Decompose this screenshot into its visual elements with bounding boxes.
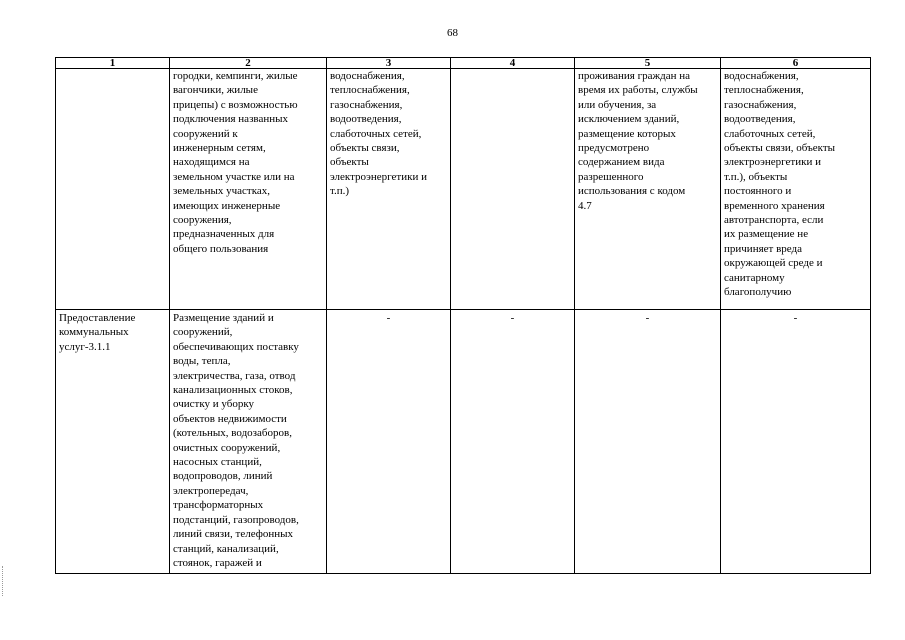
scan-artifact	[2, 566, 6, 596]
column-header: 5	[575, 58, 721, 69]
table-row	[56, 69, 871, 310]
table-cell	[451, 69, 575, 310]
table-cell: проживания граждан на время их работы, службы или обучения, за исключением зданий, размещение которых предусмотрено содержанием вида разрешенного использования с кодом 4.7	[575, 69, 721, 310]
column-header: 4	[451, 58, 575, 69]
table-cell: Предоставление коммунальных услуг-3.1.1	[56, 310, 170, 574]
table-cell: -	[575, 310, 721, 574]
table-cell: -	[327, 310, 451, 574]
column-header: 3	[327, 58, 451, 69]
table-header-row	[56, 58, 871, 69]
table-cell: -	[721, 310, 871, 574]
table-cell: городки, кемпинги, жилые вагончики, жилые прицепы) с возможностью подключения названных сооружений к инженерным сетям, находящимся на земельном участке или на земельных участках, имеющих инженерные сооружения, предназначенных для общего пользования	[170, 69, 327, 310]
table-row	[56, 310, 871, 574]
table-cell: Размещение зданий и сооружений, обеспечивающих поставку воды, тепла, электричества, газа, отвод канализационных стоков, очистку и уборку объектов недвижимости (котельных, водозаборов, очистных сооружений, насосных станций, водопроводов, линий электропередач, трансформаторных подстанций, газопроводов, линий связи, телефонных станций, канализаций, стоянок, гаражей и	[170, 310, 327, 574]
table-cell	[56, 69, 170, 310]
column-header: 6	[721, 58, 871, 69]
table-cell: водоснабжения, теплоснабжения, газоснабжения, водоотведения, слаботочных сетей, объекты связи, объекты электроэнергетики и т.п.), объекты постоянного и временного хранения автотранспорта, если их размещение не причиняет вреда окружающей среде и санитарному благополучию	[721, 69, 871, 310]
column-header: 2	[170, 58, 327, 69]
table-cell: -	[451, 310, 575, 574]
table-cell: водоснабжения, теплоснабжения, газоснабжения, водоотведения, слаботочных сетей, объекты связи, объекты электроэнергетики и т.п.)	[327, 69, 451, 310]
regulation-table	[55, 57, 871, 574]
column-header: 1	[56, 58, 170, 69]
page-number: 68	[447, 27, 458, 39]
